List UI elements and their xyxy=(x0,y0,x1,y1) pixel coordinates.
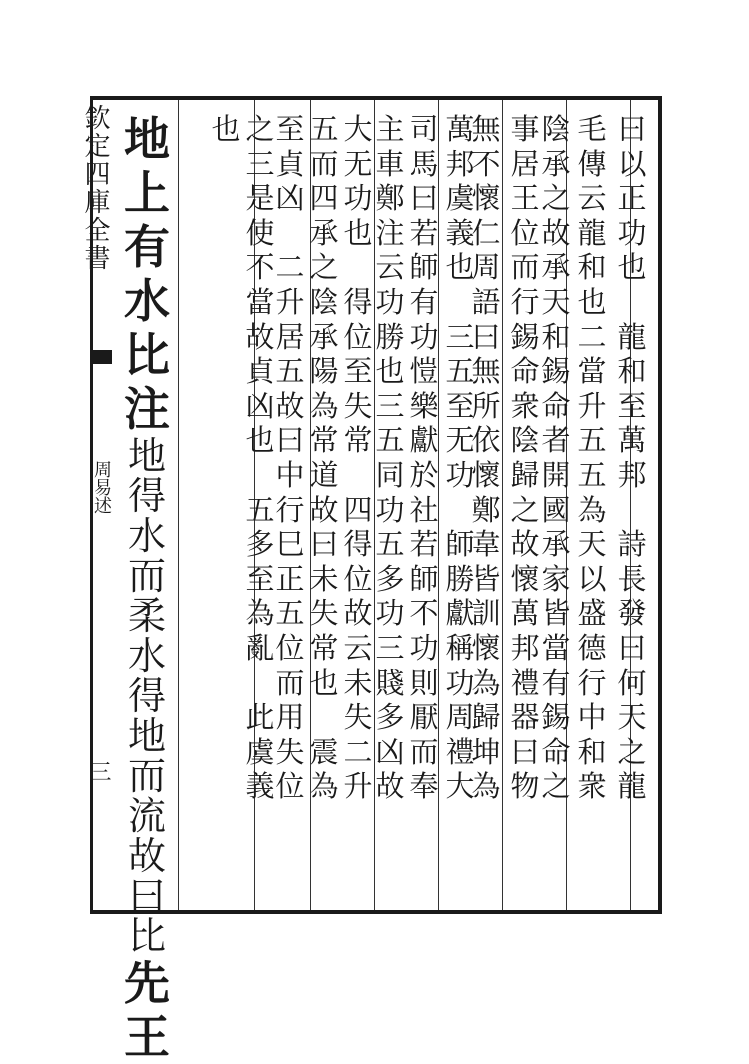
glyph: 之 xyxy=(617,734,647,769)
glyph: 勝 xyxy=(445,561,475,596)
glyph xyxy=(319,700,328,735)
glyph: 云 xyxy=(343,630,373,665)
glyph: 多 xyxy=(245,527,275,562)
heading-glyph: 而 xyxy=(127,754,166,798)
heading-glyph: 有 xyxy=(124,220,170,274)
glyph: 二 xyxy=(343,734,373,769)
glyph: 承 xyxy=(541,146,571,181)
glyph: 當 xyxy=(577,354,607,389)
margin-page-number: 三 xyxy=(86,760,111,782)
glyph: 司 xyxy=(409,112,439,146)
glyph: 承 xyxy=(541,250,571,285)
glyph: 馬 xyxy=(409,146,439,181)
glyph xyxy=(627,493,636,528)
glyph: 為 xyxy=(471,665,501,700)
text-column xyxy=(505,112,545,804)
glyph: 有 xyxy=(541,665,571,700)
heading-glyph: 地 xyxy=(127,714,166,758)
glyph: 若 xyxy=(409,215,439,250)
glyph: 曰 xyxy=(275,423,305,458)
text-column xyxy=(572,112,612,804)
heading-glyph: 水 xyxy=(127,514,166,558)
heading-column xyxy=(118,112,176,1064)
glyph: 衆 xyxy=(577,769,607,804)
glyph: 承 xyxy=(309,215,339,250)
glyph: 皆 xyxy=(471,561,501,596)
heading-glyph: 上 xyxy=(124,166,170,220)
glyph: 注 xyxy=(375,215,405,250)
glyph: 萬 xyxy=(510,596,540,631)
glyph: 器 xyxy=(510,700,540,735)
text-column xyxy=(206,112,246,147)
glyph: 曰 xyxy=(510,734,540,769)
glyph: 居 xyxy=(275,319,305,354)
glyph: 有 xyxy=(409,284,439,319)
glyph: 大 xyxy=(343,112,373,146)
glyph: 故 xyxy=(309,492,339,527)
glyph: 四 xyxy=(343,492,373,527)
glyph: 不 xyxy=(245,250,275,285)
glyph: 衆 xyxy=(510,388,540,423)
heading-glyph: 流 xyxy=(127,794,166,838)
glyph: 懷 xyxy=(510,561,540,596)
heading-glyph: 王 xyxy=(124,1010,170,1064)
glyph: 傳 xyxy=(577,146,607,181)
glyph: 行 xyxy=(577,665,607,700)
glyph: 邦 xyxy=(445,146,475,181)
glyph: 曰 xyxy=(617,630,647,665)
glyph: 於 xyxy=(409,457,439,492)
glyph: 不 xyxy=(409,596,439,631)
glyph: 五 xyxy=(309,112,339,146)
glyph: 和 xyxy=(617,354,647,389)
heading-glyph: 比 xyxy=(127,914,166,958)
glyph: 功 xyxy=(409,630,439,665)
text-column xyxy=(304,112,344,804)
glyph: 懷 xyxy=(471,630,501,665)
text-column xyxy=(338,112,378,804)
glyph: 功 xyxy=(445,665,475,700)
glyph: 之 xyxy=(309,250,339,285)
glyph: 詩 xyxy=(617,527,647,562)
glyph: 鄭 xyxy=(375,181,405,216)
glyph: 奉 xyxy=(409,769,439,804)
glyph: 開 xyxy=(541,457,571,492)
glyph: 貞 xyxy=(245,354,275,389)
glyph: 至 xyxy=(617,388,647,423)
glyph: 是 xyxy=(245,181,275,216)
glyph: 亂 xyxy=(245,630,275,665)
glyph: 樂 xyxy=(409,388,439,423)
glyph: 愷 xyxy=(409,354,439,389)
glyph: 之 xyxy=(245,112,275,146)
glyph: 者 xyxy=(541,423,571,458)
glyph: 師 xyxy=(409,250,439,285)
glyph: 正 xyxy=(617,181,647,216)
glyph: 禮 xyxy=(445,734,475,769)
glyph xyxy=(627,285,636,320)
glyph: 五 xyxy=(275,596,305,631)
text-column xyxy=(404,112,444,804)
glyph: 故 xyxy=(541,215,571,250)
glyph: 和 xyxy=(541,319,571,354)
glyph: 也 xyxy=(445,250,475,285)
glyph: 和 xyxy=(577,250,607,285)
glyph: 常 xyxy=(309,423,339,458)
glyph: 以 xyxy=(577,561,607,596)
glyph: 陽 xyxy=(309,354,339,389)
glyph: 為 xyxy=(309,769,339,804)
glyph: 貞 xyxy=(275,146,305,181)
glyph: 正 xyxy=(275,561,305,596)
glyph xyxy=(255,666,264,701)
glyph: 盛 xyxy=(577,596,607,631)
glyph: 承 xyxy=(309,319,339,354)
glyph: 三 xyxy=(375,388,405,423)
glyph: 天 xyxy=(577,527,607,562)
glyph: 無 xyxy=(471,112,501,146)
glyph: 巳 xyxy=(275,527,305,562)
heading-glyph: 柔 xyxy=(127,594,166,638)
heading-glyph: 水 xyxy=(124,274,170,328)
glyph: 義 xyxy=(245,769,275,804)
glyph: 凶 xyxy=(275,181,305,216)
glyph: 龍 xyxy=(617,769,647,804)
glyph: 三 xyxy=(445,319,475,354)
glyph: 位 xyxy=(343,319,373,354)
glyph: 二 xyxy=(577,319,607,354)
glyph: 使 xyxy=(245,215,275,250)
glyph: 升 xyxy=(343,769,373,804)
glyph: 若 xyxy=(409,527,439,562)
glyph: 周 xyxy=(445,700,475,735)
glyph: 常 xyxy=(343,423,373,458)
glyph: 天 xyxy=(541,284,571,319)
glyph: 無 xyxy=(471,354,501,389)
glyph: 賤 xyxy=(375,665,405,700)
glyph xyxy=(353,250,362,285)
glyph: 家 xyxy=(541,561,571,596)
glyph: 為 xyxy=(245,596,275,631)
heading-glyph: 曰 xyxy=(127,874,166,918)
heading-glyph: 注 xyxy=(124,382,170,436)
heading-glyph: 得 xyxy=(127,474,166,518)
heading-glyph: 而 xyxy=(127,554,166,598)
glyph: 社 xyxy=(409,492,439,527)
glyph: 以 xyxy=(617,146,647,181)
glyph: 主 xyxy=(375,112,405,146)
glyph: 為 xyxy=(471,769,501,804)
glyph: 升 xyxy=(577,388,607,423)
glyph: 五 xyxy=(375,423,405,458)
heading-glyph: 得 xyxy=(127,674,166,718)
glyph: 德 xyxy=(577,630,607,665)
glyph: 物 xyxy=(510,769,540,804)
glyph: 陰 xyxy=(541,112,571,146)
glyph: 功 xyxy=(375,284,405,319)
glyph: 二 xyxy=(275,250,305,285)
glyph: 位 xyxy=(343,561,373,596)
glyph: 萬 xyxy=(445,112,475,146)
glyph: 得 xyxy=(343,527,373,562)
glyph: 而 xyxy=(409,734,439,769)
glyph: 歸 xyxy=(471,700,501,735)
glyph: 曰 xyxy=(409,181,439,216)
margin-section-title: 周易述 xyxy=(91,460,112,514)
glyph: 不 xyxy=(471,146,501,181)
glyph: 道 xyxy=(309,457,339,492)
glyph: 為 xyxy=(309,388,339,423)
glyph xyxy=(255,458,264,493)
glyph: 未 xyxy=(309,561,339,596)
glyph: 錫 xyxy=(510,319,540,354)
glyph: 陰 xyxy=(309,284,339,319)
glyph: 四 xyxy=(309,181,339,216)
glyph: 五 xyxy=(245,492,275,527)
glyph: 承 xyxy=(541,527,571,562)
glyph: 國 xyxy=(541,492,571,527)
glyph: 升 xyxy=(275,284,305,319)
glyph: 功 xyxy=(375,492,405,527)
glyph: 虞 xyxy=(245,734,275,769)
glyph: 凶 xyxy=(245,388,275,423)
glyph: 失 xyxy=(343,388,373,423)
glyph: 勝 xyxy=(375,319,405,354)
glyph: 也 xyxy=(309,665,339,700)
glyph: 得 xyxy=(343,284,373,319)
glyph: 之 xyxy=(510,492,540,527)
heading-glyph: 地 xyxy=(124,112,170,166)
glyph: 車 xyxy=(375,146,405,181)
text-column xyxy=(240,112,280,804)
glyph: 事 xyxy=(510,112,540,146)
glyph: 何 xyxy=(617,665,647,700)
margin-book-title: 欽定四庫全書 xyxy=(80,104,110,272)
heading-glyph: 地 xyxy=(127,434,166,478)
glyph: 命 xyxy=(541,734,571,769)
glyph: 中 xyxy=(275,457,305,492)
glyph: 凶 xyxy=(375,734,405,769)
glyph: 也 xyxy=(375,354,405,389)
glyph: 而 xyxy=(309,146,339,181)
glyph: 至 xyxy=(445,388,475,423)
glyph: 行 xyxy=(275,492,305,527)
glyph: 功 xyxy=(445,457,475,492)
heading-glyph: 先 xyxy=(124,956,170,1010)
glyph: 失 xyxy=(343,700,373,735)
glyph: 功 xyxy=(343,181,373,216)
glyph: 曰 xyxy=(471,319,501,354)
glyph: 仁 xyxy=(471,215,501,250)
glyph: 獻 xyxy=(409,423,439,458)
glyph: 五 xyxy=(375,527,405,562)
glyph: 陰 xyxy=(510,423,540,458)
glyph: 失 xyxy=(309,596,339,631)
glyph: 位 xyxy=(275,769,305,804)
glyph xyxy=(455,285,464,320)
heading-glyph: 故 xyxy=(127,834,166,878)
glyph: 獻 xyxy=(445,596,475,631)
glyph: 失 xyxy=(275,734,305,769)
glyph: 行 xyxy=(510,284,540,319)
glyph: 錫 xyxy=(541,700,571,735)
glyph: 云 xyxy=(577,181,607,216)
margin-fish-tail-mark xyxy=(92,350,112,364)
glyph: 邦 xyxy=(617,457,647,492)
glyph: 同 xyxy=(375,457,405,492)
glyph: 而 xyxy=(510,250,540,285)
glyph: 故 xyxy=(510,527,540,562)
heading-glyph: 比 xyxy=(124,328,170,382)
glyph: 厭 xyxy=(409,700,439,735)
glyph: 震 xyxy=(309,734,339,769)
glyph: 鄭 xyxy=(471,492,501,527)
glyph: 五 xyxy=(275,354,305,389)
glyph: 无 xyxy=(445,423,475,458)
glyph: 至 xyxy=(245,561,275,596)
glyph: 則 xyxy=(409,665,439,700)
glyph: 錫 xyxy=(541,354,571,389)
glyph: 虞 xyxy=(445,181,475,216)
glyph: 功 xyxy=(617,215,647,250)
glyph: 訓 xyxy=(471,596,501,631)
glyph: 師 xyxy=(409,561,439,596)
glyph xyxy=(455,493,464,528)
glyph: 命 xyxy=(510,354,540,389)
glyph: 和 xyxy=(577,734,607,769)
glyph: 居 xyxy=(510,146,540,181)
glyph: 五 xyxy=(577,457,607,492)
glyph: 故 xyxy=(275,388,305,423)
glyph: 大 xyxy=(445,769,475,804)
glyph: 中 xyxy=(577,700,607,735)
glyph: 位 xyxy=(510,215,540,250)
glyph: 也 xyxy=(211,112,241,146)
glyph: 毛 xyxy=(577,112,607,146)
glyph xyxy=(353,458,362,493)
glyph: 三 xyxy=(375,630,405,665)
glyph: 周 xyxy=(471,250,501,285)
glyph: 懷 xyxy=(471,181,501,216)
glyph: 故 xyxy=(343,596,373,631)
glyph: 功 xyxy=(409,319,439,354)
glyph: 萬 xyxy=(617,423,647,458)
glyph: 為 xyxy=(577,492,607,527)
text-column xyxy=(440,112,480,804)
glyph: 故 xyxy=(375,769,405,804)
glyph: 曰 xyxy=(309,527,339,562)
glyph: 依 xyxy=(471,423,501,458)
glyph: 長 xyxy=(617,561,647,596)
glyph: 云 xyxy=(375,250,405,285)
glyph: 用 xyxy=(275,700,305,735)
glyph: 命 xyxy=(541,388,571,423)
glyph: 至 xyxy=(343,354,373,389)
glyph: 之 xyxy=(541,769,571,804)
glyph: 功 xyxy=(375,596,405,631)
glyph: 多 xyxy=(375,561,405,596)
glyph: 曰 xyxy=(617,112,647,146)
glyph: 天 xyxy=(617,700,647,735)
glyph: 常 xyxy=(309,630,339,665)
glyph: 三 xyxy=(245,146,275,181)
glyph: 也 xyxy=(343,215,373,250)
glyph: 也 xyxy=(577,284,607,319)
heading-glyph: 水 xyxy=(127,634,166,678)
glyph: 王 xyxy=(510,181,540,216)
glyph: 懷 xyxy=(471,457,501,492)
column-rule xyxy=(178,100,179,910)
glyph: 五 xyxy=(577,423,607,458)
glyph: 故 xyxy=(245,319,275,354)
glyph: 龍 xyxy=(577,215,607,250)
glyph: 此 xyxy=(245,700,275,735)
glyph: 當 xyxy=(245,284,275,319)
glyph: 發 xyxy=(617,596,647,631)
glyph: 至 xyxy=(275,112,305,146)
text-column xyxy=(612,112,652,804)
glyph: 義 xyxy=(445,215,475,250)
glyph: 坤 xyxy=(471,734,501,769)
glyph: 多 xyxy=(375,700,405,735)
glyph: 而 xyxy=(275,665,305,700)
glyph: 龍 xyxy=(617,319,647,354)
glyph: 也 xyxy=(245,423,275,458)
glyph xyxy=(285,216,294,251)
glyph: 五 xyxy=(445,354,475,389)
glyph: 无 xyxy=(343,146,373,181)
glyph: 之 xyxy=(541,181,571,216)
glyph: 皆 xyxy=(541,596,571,631)
glyph: 稱 xyxy=(445,630,475,665)
glyph: 位 xyxy=(275,630,305,665)
glyph: 語 xyxy=(471,284,501,319)
glyph: 禮 xyxy=(510,665,540,700)
glyph: 歸 xyxy=(510,457,540,492)
glyph: 韋 xyxy=(471,527,501,562)
glyph: 所 xyxy=(471,388,501,423)
glyph: 未 xyxy=(343,665,373,700)
glyph: 師 xyxy=(445,527,475,562)
glyph: 邦 xyxy=(510,630,540,665)
glyph: 也 xyxy=(617,250,647,285)
glyph: 當 xyxy=(541,630,571,665)
